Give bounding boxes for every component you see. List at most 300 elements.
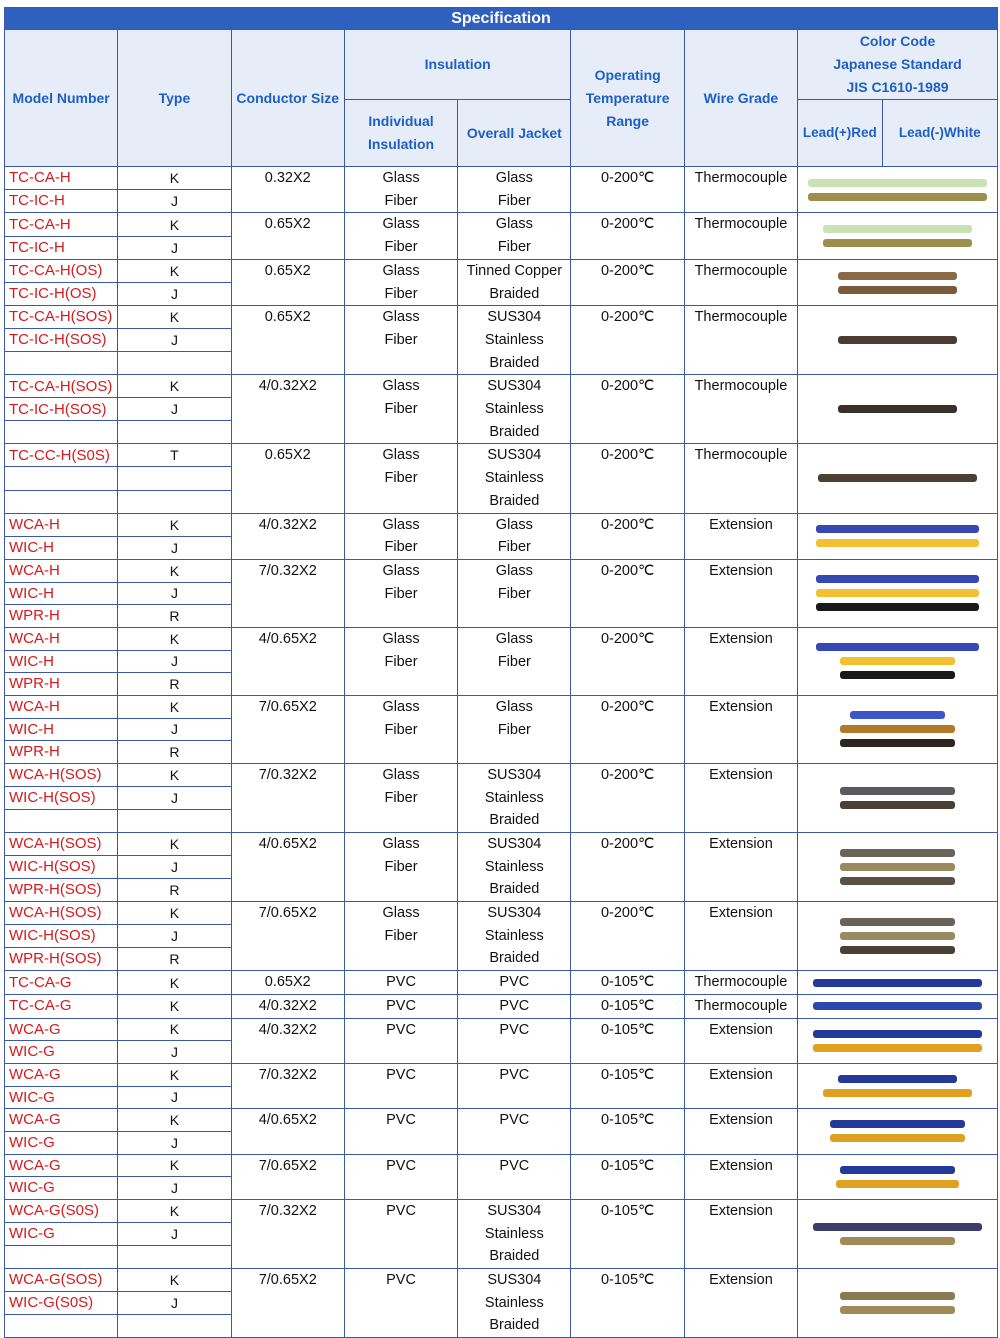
conductor-size-cell: 4/0.32X2 xyxy=(231,375,344,444)
cable-sample-image xyxy=(840,787,955,795)
operating-temperature-cell: 0-200℃ xyxy=(571,763,684,832)
table-row xyxy=(5,1018,998,1041)
cable-sample-image xyxy=(840,1292,955,1300)
operating-temperature-cell: 0-200℃ xyxy=(571,513,684,559)
table-row xyxy=(5,1199,998,1222)
model-number-cell: WIC-H xyxy=(5,536,118,559)
individual-insulation-cell: Glass Fiber xyxy=(344,167,457,213)
cable-sample-cell xyxy=(798,259,998,305)
type-cell: J xyxy=(118,398,231,421)
conductor-size-cell: 0.65X2 xyxy=(231,444,344,513)
cable-sample-image xyxy=(816,575,979,583)
overall-jacket-cell: Tinned Copper Braided xyxy=(458,259,571,305)
cable-sample-image xyxy=(840,877,955,885)
individual-insulation-cell: Glass Fiber xyxy=(344,213,457,259)
model-number-cell: WCA-G(S0S) xyxy=(5,1199,118,1222)
table-row xyxy=(5,971,998,995)
cable-sample-image xyxy=(840,671,955,679)
wire-grade-cell: Extension xyxy=(684,513,797,559)
model-number-cell: TC-CA-H xyxy=(5,167,118,190)
cable-sample-cell xyxy=(798,513,998,559)
cable-sample-cell xyxy=(798,1268,998,1337)
cable-sample-cell xyxy=(798,994,998,1018)
overall-jacket-cell: PVC xyxy=(458,1154,571,1199)
type-cell: J xyxy=(118,190,231,213)
conductor-size-cell: 0.65X2 xyxy=(231,213,344,259)
operating-temperature-cell: 0-105℃ xyxy=(571,1154,684,1199)
model-number-cell: TC-CA-H xyxy=(5,213,118,236)
model-number-cell: TC-CC-H(S0S) xyxy=(5,444,118,467)
type-cell: K xyxy=(118,971,231,995)
type-cell: K xyxy=(118,375,231,398)
wire-grade-cell: Thermocouple xyxy=(684,994,797,1018)
model-number-cell: WCA-H(SOS) xyxy=(5,832,118,855)
individual-insulation-cell: Glass Fiber xyxy=(344,763,457,832)
cable-sample-image xyxy=(850,711,945,719)
wire-grade-cell: Extension xyxy=(684,1109,797,1154)
cable-sample-image xyxy=(816,589,979,597)
type-cell: R xyxy=(118,605,231,628)
table-row xyxy=(5,259,998,282)
model-number-cell: WIC-G(S0S) xyxy=(5,1291,118,1314)
table-row xyxy=(5,375,998,398)
type-cell: J xyxy=(118,925,231,948)
cable-sample-image xyxy=(840,918,955,926)
table-row xyxy=(5,994,998,1018)
individual-insulation-cell: Glass Fiber xyxy=(344,444,457,513)
individual-insulation-cell: PVC xyxy=(344,1268,457,1337)
operating-temperature-cell: 0-105℃ xyxy=(571,1109,684,1154)
individual-insulation-cell: Glass Fiber xyxy=(344,902,457,971)
wire-grade-cell: Thermocouple xyxy=(684,971,797,995)
operating-temperature-cell: 0-200℃ xyxy=(571,259,684,305)
cable-sample-cell xyxy=(798,902,998,971)
header-overall-jacket: Overall Jacket xyxy=(458,100,571,167)
operating-temperature-cell: 0-200℃ xyxy=(571,832,684,901)
model-number-cell xyxy=(5,1245,118,1268)
type-cell: K xyxy=(118,213,231,236)
model-number-cell: WCA-H xyxy=(5,559,118,582)
cable-sample-cell xyxy=(798,695,998,763)
model-number-cell: WCA-G xyxy=(5,1018,118,1041)
type-cell: K xyxy=(118,167,231,190)
type-cell: J xyxy=(118,718,231,741)
type-cell: K xyxy=(118,1199,231,1222)
type-cell: R xyxy=(118,948,231,971)
cable-sample-image xyxy=(816,539,979,547)
type-cell: J xyxy=(118,650,231,673)
type-cell: J xyxy=(118,536,231,559)
conductor-size-cell: 0.65X2 xyxy=(231,306,344,375)
type-cell: J xyxy=(118,786,231,809)
wire-grade-cell: Extension xyxy=(684,695,797,763)
model-number-cell: TC-CA-G xyxy=(5,971,118,995)
cable-sample-image xyxy=(830,1120,965,1128)
conductor-size-cell: 7/0.32X2 xyxy=(231,1199,344,1268)
wire-grade-cell: Thermocouple xyxy=(684,259,797,305)
type-cell: K xyxy=(118,1063,231,1086)
conductor-size-cell: 4/0.65X2 xyxy=(231,1109,344,1154)
conductor-size-cell: 7/0.65X2 xyxy=(231,1154,344,1199)
operating-temperature-cell: 0-200℃ xyxy=(571,695,684,763)
operating-temperature-cell: 0-105℃ xyxy=(571,994,684,1018)
wire-grade-cell: Extension xyxy=(684,1018,797,1063)
individual-insulation-cell: Glass Fiber xyxy=(344,627,457,695)
conductor-size-cell: 0.65X2 xyxy=(231,971,344,995)
table-row xyxy=(5,1063,998,1086)
model-number-cell: WIC-G xyxy=(5,1177,118,1200)
model-number-cell: WCA-G(SOS) xyxy=(5,1268,118,1291)
individual-insulation-cell: PVC xyxy=(344,1109,457,1154)
model-number-cell: WCA-H xyxy=(5,695,118,718)
individual-insulation-cell: PVC xyxy=(344,1063,457,1108)
model-number-cell: WCA-H(SOS) xyxy=(5,902,118,925)
cable-sample-cell xyxy=(798,1199,998,1268)
model-number-cell xyxy=(5,467,118,490)
model-number-cell: TC-CA-H(SOS) xyxy=(5,375,118,398)
individual-insulation-cell: Glass Fiber xyxy=(344,513,457,559)
overall-jacket-cell: Glass Fiber xyxy=(458,213,571,259)
cable-sample-image xyxy=(838,272,957,280)
type-cell: J xyxy=(118,1291,231,1314)
specification-title: Specification xyxy=(5,8,998,30)
conductor-size-cell: 4/0.32X2 xyxy=(231,994,344,1018)
wire-grade-cell: Extension xyxy=(684,1268,797,1337)
cable-sample-cell xyxy=(798,375,998,444)
cable-sample-image xyxy=(808,179,987,187)
cable-sample-image xyxy=(840,725,955,733)
overall-jacket-cell: Glass Fiber xyxy=(458,627,571,695)
model-number-cell: WIC-G xyxy=(5,1222,118,1245)
operating-temperature-cell: 0-105℃ xyxy=(571,1268,684,1337)
type-cell: K xyxy=(118,1268,231,1291)
wire-grade-cell: Thermocouple xyxy=(684,375,797,444)
type-cell: K xyxy=(118,513,231,536)
table-row xyxy=(5,213,998,236)
cable-sample-image xyxy=(813,1223,982,1231)
model-number-cell xyxy=(5,352,118,375)
model-number-cell: WCA-H(SOS) xyxy=(5,763,118,786)
type-cell: K xyxy=(118,1018,231,1041)
conductor-size-cell: 4/0.32X2 xyxy=(231,1018,344,1063)
wire-grade-cell: Thermocouple xyxy=(684,167,797,213)
table-row xyxy=(5,1109,998,1132)
cable-sample-cell xyxy=(798,1109,998,1154)
type-cell: J xyxy=(118,1086,231,1109)
type-cell: J xyxy=(118,329,231,352)
conductor-size-cell: 4/0.32X2 xyxy=(231,513,344,559)
cable-sample-image xyxy=(840,849,955,857)
cable-sample-cell xyxy=(798,1063,998,1108)
operating-temperature-cell: 0-200℃ xyxy=(571,306,684,375)
type-cell: R xyxy=(118,673,231,696)
cable-sample-image xyxy=(823,239,972,247)
type-cell xyxy=(118,809,231,832)
cable-sample-image xyxy=(838,336,957,344)
model-number-cell: WCA-G xyxy=(5,1063,118,1086)
cable-sample-image xyxy=(813,1030,982,1038)
overall-jacket-cell: Glass Fiber xyxy=(458,559,571,627)
table-row xyxy=(5,167,998,190)
header-insulation: Insulation xyxy=(344,30,571,100)
overall-jacket-cell: Glass Fiber xyxy=(458,695,571,763)
overall-jacket-cell: SUS304 Stainless Braided xyxy=(458,902,571,971)
model-number-cell: WPR-H xyxy=(5,605,118,628)
operating-temperature-cell: 0-200℃ xyxy=(571,902,684,971)
table-row xyxy=(5,627,998,650)
cable-sample-image xyxy=(808,193,987,201)
wire-grade-cell: Extension xyxy=(684,1154,797,1199)
individual-insulation-cell: Glass Fiber xyxy=(344,375,457,444)
type-cell xyxy=(118,467,231,490)
type-cell: K xyxy=(118,259,231,282)
cable-sample-image xyxy=(836,1180,959,1188)
model-number-cell: WPR-H xyxy=(5,741,118,764)
cable-sample-cell xyxy=(798,444,998,513)
model-number-cell: WCA-H xyxy=(5,513,118,536)
table-row xyxy=(5,444,998,467)
table-row xyxy=(5,695,998,718)
individual-insulation-cell: Glass Fiber xyxy=(344,306,457,375)
cable-sample-image xyxy=(840,739,955,747)
model-number-cell: TC-IC-H(OS) xyxy=(5,283,118,306)
type-cell: J xyxy=(118,1131,231,1154)
model-number-cell: WIC-G xyxy=(5,1131,118,1154)
cable-sample-image xyxy=(840,932,955,940)
cable-sample-cell xyxy=(798,1018,998,1063)
individual-insulation-cell: Glass Fiber xyxy=(344,559,457,627)
type-cell: K xyxy=(118,627,231,650)
type-cell: R xyxy=(118,741,231,764)
operating-temperature-cell: 0-200℃ xyxy=(571,627,684,695)
type-cell xyxy=(118,490,231,513)
overall-jacket-cell: PVC xyxy=(458,994,571,1018)
type-cell: J xyxy=(118,1177,231,1200)
model-number-cell: WCA-H xyxy=(5,627,118,650)
type-cell: K xyxy=(118,1109,231,1132)
overall-jacket-cell: SUS304 Stainless Braided xyxy=(458,1268,571,1337)
cable-sample-cell xyxy=(798,213,998,259)
type-cell: K xyxy=(118,763,231,786)
model-number-cell: WCA-G xyxy=(5,1154,118,1177)
operating-temperature-cell: 0-200℃ xyxy=(571,444,684,513)
overall-jacket-cell: SUS304 Stainless Braided xyxy=(458,375,571,444)
model-number-cell: WCA-G xyxy=(5,1109,118,1132)
model-number-cell: TC-CA-H(OS) xyxy=(5,259,118,282)
specification-table xyxy=(4,7,998,1338)
specification-table-body xyxy=(5,167,998,1338)
model-number-cell xyxy=(5,1315,118,1338)
header-conductor-size: Conductor Size xyxy=(231,30,344,167)
overall-jacket-cell: PVC xyxy=(458,971,571,995)
wire-grade-cell: Extension xyxy=(684,559,797,627)
table-row xyxy=(5,513,998,536)
type-cell: K xyxy=(118,832,231,855)
cable-sample-cell xyxy=(798,627,998,695)
table-row xyxy=(5,306,998,329)
type-cell: J xyxy=(118,1222,231,1245)
overall-jacket-cell: Glass Fiber xyxy=(458,167,571,213)
conductor-size-cell: 7/0.32X2 xyxy=(231,559,344,627)
cable-sample-image xyxy=(816,525,979,533)
type-cell: J xyxy=(118,856,231,879)
operating-temperature-cell: 0-105℃ xyxy=(571,971,684,995)
model-number-cell: TC-IC-H xyxy=(5,190,118,213)
cable-sample-image xyxy=(840,657,955,665)
overall-jacket-cell: PVC xyxy=(458,1063,571,1108)
model-number-cell: WIC-H xyxy=(5,718,118,741)
individual-insulation-cell: PVC xyxy=(344,1154,457,1199)
table-row xyxy=(5,1268,998,1291)
individual-insulation-cell: PVC xyxy=(344,1199,457,1268)
header-lead-positive: Lead(+)Red xyxy=(798,100,882,167)
cable-sample-image xyxy=(840,863,955,871)
cable-sample-image xyxy=(840,1166,955,1174)
type-cell: K xyxy=(118,994,231,1018)
operating-temperature-cell: 0-105℃ xyxy=(571,1063,684,1108)
model-number-cell: WIC-H xyxy=(5,650,118,673)
individual-insulation-cell: Glass Fiber xyxy=(344,695,457,763)
operating-temperature-cell: 0-200℃ xyxy=(571,213,684,259)
wire-grade-cell: Extension xyxy=(684,832,797,901)
model-number-cell: TC-IC-H xyxy=(5,236,118,259)
cable-sample-image xyxy=(813,979,982,987)
type-cell: J xyxy=(118,1041,231,1064)
header-operating-temperature-range: Operating Temperature Range xyxy=(571,30,684,167)
type-cell xyxy=(118,421,231,444)
cable-sample-image xyxy=(813,1002,982,1010)
model-number-cell: TC-IC-H(SOS) xyxy=(5,398,118,421)
individual-insulation-cell: PVC xyxy=(344,971,457,995)
overall-jacket-cell: SUS304 Stainless Braided xyxy=(458,1199,571,1268)
model-number-cell: WIC-H(SOS) xyxy=(5,856,118,879)
type-cell: J xyxy=(118,236,231,259)
cable-sample-image xyxy=(838,286,957,294)
conductor-size-cell: 7/0.65X2 xyxy=(231,1268,344,1337)
model-number-cell: TC-CA-G xyxy=(5,994,118,1018)
model-number-cell: TC-CA-H(SOS) xyxy=(5,306,118,329)
cable-sample-cell xyxy=(798,167,998,213)
type-cell: K xyxy=(118,902,231,925)
operating-temperature-cell: 0-200℃ xyxy=(571,375,684,444)
wire-grade-cell: Thermocouple xyxy=(684,306,797,375)
model-number-cell: WIC-H(SOS) xyxy=(5,925,118,948)
conductor-size-cell: 7/0.65X2 xyxy=(231,695,344,763)
overall-jacket-cell: SUS304 Stainless Braided xyxy=(458,306,571,375)
type-cell: K xyxy=(118,695,231,718)
conductor-size-cell: 7/0.32X2 xyxy=(231,1063,344,1108)
model-number-cell: TC-IC-H(SOS) xyxy=(5,329,118,352)
cable-sample-image xyxy=(816,643,979,651)
header-lead-negative: Lead(-)White xyxy=(882,100,997,167)
cable-sample-cell xyxy=(798,832,998,901)
cable-sample-image xyxy=(818,474,977,482)
model-number-cell: WIC-G xyxy=(5,1086,118,1109)
operating-temperature-cell: 0-105℃ xyxy=(571,1199,684,1268)
wire-grade-cell: Extension xyxy=(684,1199,797,1268)
cable-sample-image xyxy=(840,1237,955,1245)
model-number-cell xyxy=(5,490,118,513)
type-cell: K xyxy=(118,559,231,582)
overall-jacket-cell: PVC xyxy=(458,1018,571,1063)
cable-sample-image xyxy=(840,801,955,809)
conductor-size-cell: 4/0.65X2 xyxy=(231,627,344,695)
model-number-cell xyxy=(5,809,118,832)
cable-sample-cell xyxy=(798,1154,998,1199)
individual-insulation-cell: Glass Fiber xyxy=(344,832,457,901)
type-cell: K xyxy=(118,306,231,329)
wire-grade-cell: Extension xyxy=(684,1063,797,1108)
overall-jacket-cell: SUS304 Stainless Braided xyxy=(458,763,571,832)
cable-sample-cell xyxy=(798,559,998,627)
conductor-size-cell: 4/0.65X2 xyxy=(231,832,344,901)
wire-grade-cell: Extension xyxy=(684,763,797,832)
type-cell: T xyxy=(118,444,231,467)
individual-insulation-cell: Glass Fiber xyxy=(344,259,457,305)
conductor-size-cell: 0.32X2 xyxy=(231,167,344,213)
conductor-size-cell: 7/0.65X2 xyxy=(231,902,344,971)
cable-sample-image xyxy=(823,1089,972,1097)
conductor-size-cell: 7/0.32X2 xyxy=(231,763,344,832)
type-cell xyxy=(118,1245,231,1268)
header-color-code: Color Code Japanese Standard JIS C1610-1989 xyxy=(798,30,998,100)
model-number-cell: WPR-H xyxy=(5,673,118,696)
cable-sample-image xyxy=(830,1134,965,1142)
header-wire-grade: Wire Grade xyxy=(684,30,797,167)
overall-jacket-cell: SUS304 Stainless Braided xyxy=(458,444,571,513)
type-cell: J xyxy=(118,582,231,605)
wire-grade-cell: Extension xyxy=(684,627,797,695)
conductor-size-cell: 0.65X2 xyxy=(231,259,344,305)
cable-sample-image xyxy=(838,1075,957,1083)
header-type: Type xyxy=(118,30,231,167)
header-individual-insulation: Individual Insulation xyxy=(344,100,457,167)
cable-sample-image xyxy=(813,1044,982,1052)
operating-temperature-cell: 0-105℃ xyxy=(571,1018,684,1063)
cable-sample-image xyxy=(823,225,972,233)
cable-sample-image xyxy=(840,946,955,954)
cable-sample-image xyxy=(816,603,979,611)
cable-sample-cell xyxy=(798,763,998,832)
type-cell xyxy=(118,352,231,375)
model-number-cell: WIC-G xyxy=(5,1041,118,1064)
individual-insulation-cell: PVC xyxy=(344,1018,457,1063)
table-row xyxy=(5,1154,998,1177)
table-row xyxy=(5,559,998,582)
type-cell: J xyxy=(118,283,231,306)
overall-jacket-cell: PVC xyxy=(458,1109,571,1154)
model-number-cell xyxy=(5,421,118,444)
operating-temperature-cell: 0-200℃ xyxy=(571,167,684,213)
table-row xyxy=(5,832,998,855)
type-cell: K xyxy=(118,1154,231,1177)
type-cell: R xyxy=(118,879,231,902)
model-number-cell: WPR-H(SOS) xyxy=(5,879,118,902)
individual-insulation-cell: PVC xyxy=(344,994,457,1018)
type-cell xyxy=(118,1315,231,1338)
overall-jacket-cell: SUS304 Stainless Braided xyxy=(458,832,571,901)
operating-temperature-cell: 0-200℃ xyxy=(571,559,684,627)
table-row xyxy=(5,763,998,786)
table-row xyxy=(5,902,998,925)
model-number-cell: WPR-H(SOS) xyxy=(5,948,118,971)
header-model-number: Model Number xyxy=(5,30,118,167)
cable-sample-cell xyxy=(798,971,998,995)
cable-sample-image xyxy=(838,405,957,413)
model-number-cell: WIC-H(SOS) xyxy=(5,786,118,809)
model-number-cell: WIC-H xyxy=(5,582,118,605)
wire-grade-cell: Extension xyxy=(684,902,797,971)
